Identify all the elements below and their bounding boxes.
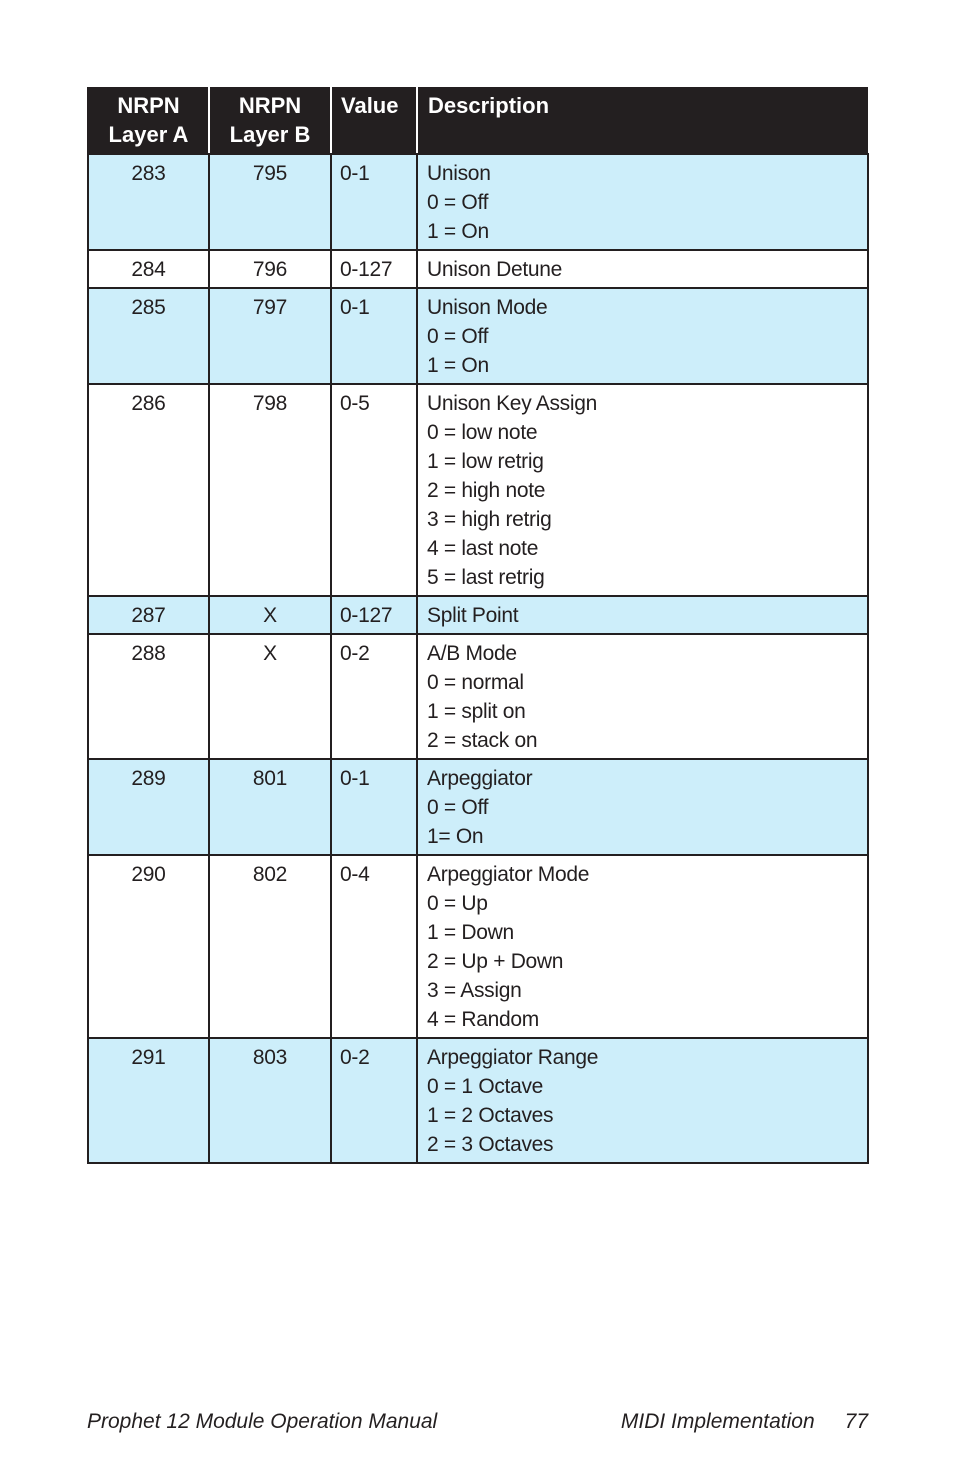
- cell-value: 0-4: [331, 855, 417, 1038]
- cell-layer-b: 803: [209, 1038, 331, 1163]
- page-number: 77: [844, 1410, 868, 1433]
- description-line: Split Point: [427, 604, 519, 627]
- cell-value: 0-2: [331, 1038, 417, 1163]
- description-line: 1 = split on: [427, 700, 526, 723]
- table-row: [88, 759, 868, 855]
- cell-description: [417, 634, 868, 759]
- header-layer-a: NRPN Layer A: [88, 87, 209, 154]
- description-line: Unison Key Assign: [427, 392, 597, 415]
- description-line: 4 = last note: [427, 537, 539, 560]
- description-line: 0 = Off: [427, 191, 489, 214]
- table-row: [88, 855, 868, 1038]
- description-line: 3 = high retrig: [427, 508, 552, 531]
- description-line: Arpeggiator: [427, 767, 533, 790]
- table-row: [88, 384, 868, 596]
- description-line: 0 = Off: [427, 796, 489, 819]
- cell-layer-b: 801: [209, 759, 331, 855]
- cell-description: [417, 855, 868, 1038]
- cell-value: 0-1: [331, 154, 417, 250]
- cell-description: [417, 154, 868, 250]
- description-line: 0 = normal: [427, 671, 524, 694]
- cell-layer-a: 286: [88, 384, 209, 596]
- cell-layer-a: 284: [88, 250, 209, 288]
- cell-description: [417, 250, 868, 288]
- cell-layer-a: 283: [88, 154, 209, 250]
- description-line: 2 = high note: [427, 479, 546, 502]
- cell-layer-b: 797: [209, 288, 331, 384]
- cell-layer-b: 802: [209, 855, 331, 1038]
- description-line: 0 = low note: [427, 421, 538, 444]
- cell-layer-a: 287: [88, 596, 209, 634]
- cell-layer-b: 798: [209, 384, 331, 596]
- cell-layer-b: X: [209, 596, 331, 634]
- description-line: Arpeggiator Range: [427, 1046, 599, 1069]
- table-body: [88, 154, 868, 1163]
- cell-description: [417, 288, 868, 384]
- description-line: 0 = Off: [427, 325, 489, 348]
- cell-value: 0-5: [331, 384, 417, 596]
- description-line: 1 = low retrig: [427, 450, 544, 473]
- cell-layer-b: 795: [209, 154, 331, 250]
- footer-section: [621, 1410, 868, 1434]
- footer-section-name: MIDI Implementation: [620, 1410, 815, 1433]
- description-line: 1 = On: [427, 220, 489, 243]
- cell-value: 0-1: [331, 759, 417, 855]
- table-row: [88, 288, 868, 384]
- cell-description: [417, 1038, 868, 1163]
- description-line: 0 = Up: [427, 892, 488, 915]
- description-line: 2 = 3 Octaves: [427, 1133, 554, 1156]
- cell-layer-a: 289: [88, 759, 209, 855]
- description-line: 2 = Up + Down: [427, 950, 564, 973]
- description-line: 4 = Random: [427, 1008, 539, 1031]
- cell-layer-a: 291: [88, 1038, 209, 1163]
- header-layer-b: NRPN Layer B: [209, 87, 331, 154]
- header-description: Description: [417, 87, 868, 154]
- cell-layer-b: 796: [209, 250, 331, 288]
- description-line: 2 = stack on: [427, 729, 538, 752]
- description-line: Arpeggiator Mode: [427, 863, 590, 886]
- cell-layer-a: 288: [88, 634, 209, 759]
- cell-value: 0-127: [331, 250, 417, 288]
- cell-description: [417, 759, 868, 855]
- table-header: [88, 87, 868, 154]
- table-row: [88, 250, 868, 288]
- footer-manual-title: Prophet 12 Module Operation Manual: [87, 1410, 438, 1433]
- nrpn-table: [87, 87, 869, 1164]
- description-line: 1 = On: [427, 354, 489, 377]
- description-line: 3 = Assign: [427, 979, 522, 1002]
- cell-value: 0-1: [331, 288, 417, 384]
- description-line: 1= On: [427, 825, 484, 848]
- description-line: 0 = 1 Octave: [427, 1075, 544, 1098]
- cell-description: [417, 384, 868, 596]
- cell-layer-a: 285: [88, 288, 209, 384]
- description-line: Unison Mode: [427, 296, 548, 319]
- table-row: [88, 634, 868, 759]
- description-line: Unison: [427, 162, 491, 185]
- cell-description: [417, 596, 868, 634]
- header-value: Value: [331, 87, 417, 154]
- description-line: Unison Detune: [427, 258, 563, 281]
- cell-value: 0-127: [331, 596, 417, 634]
- table-row: [88, 596, 868, 634]
- cell-layer-a: 290: [88, 855, 209, 1038]
- description-line: A/B Mode: [427, 642, 517, 665]
- cell-layer-b: X: [209, 634, 331, 759]
- table-row: [88, 154, 868, 250]
- table-row: [88, 1038, 868, 1163]
- description-line: 1 = 2 Octaves: [427, 1104, 554, 1127]
- description-line: 5 = last retrig: [427, 566, 545, 589]
- description-line: 1 = Down: [427, 921, 514, 944]
- cell-value: 0-2: [331, 634, 417, 759]
